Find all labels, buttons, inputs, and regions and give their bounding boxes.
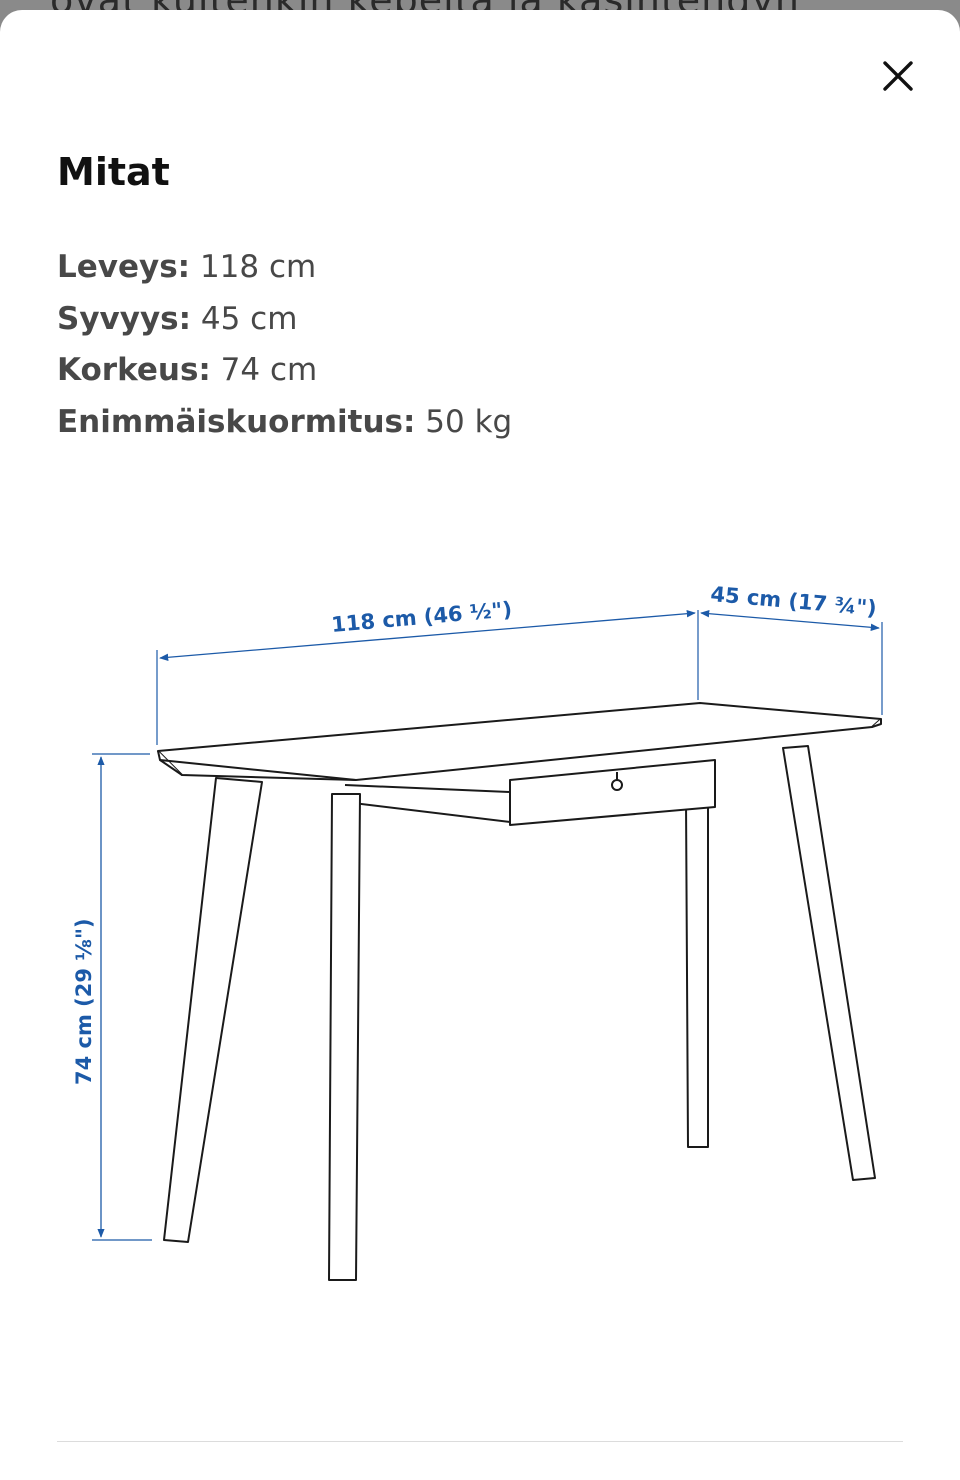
close-button[interactable] [876, 54, 920, 98]
height-dimension [72, 754, 152, 1240]
desk-dimension-diagram [0, 570, 960, 1310]
dimension-value: 74 cm [220, 352, 318, 388]
dimension-row-height [57, 345, 512, 397]
dimension-label: Korkeus: [57, 352, 211, 388]
panel-title: Mitat [57, 150, 170, 194]
dimension-label: Leveys: [57, 249, 191, 285]
width-dimension-label: 118 cm (46 ½") [330, 597, 513, 637]
dimensions-bottom-sheet [0, 10, 960, 1480]
dimension-label: Syvyys: [57, 300, 192, 337]
dimension-row-depth [57, 294, 512, 346]
close-icon [882, 60, 914, 92]
bottom-divider [57, 1441, 903, 1442]
dimension-value: 45 cm [200, 300, 298, 337]
dimension-value: 118 cm [199, 249, 317, 285]
height-dimension-label: 74 cm (29 ⅛") [72, 918, 96, 1085]
dimension-row-width [57, 242, 512, 294]
dimension-row-max-load [57, 397, 512, 449]
dimension-label: Enimmäiskuormitus: [57, 403, 416, 440]
dimension-list [57, 242, 512, 448]
depth-dimension-label: 45 cm (17 ¾") [709, 582, 878, 621]
desk-drawing [158, 703, 881, 1280]
dimension-value: 50 kg [425, 403, 513, 440]
depth-dimension [701, 582, 882, 715]
